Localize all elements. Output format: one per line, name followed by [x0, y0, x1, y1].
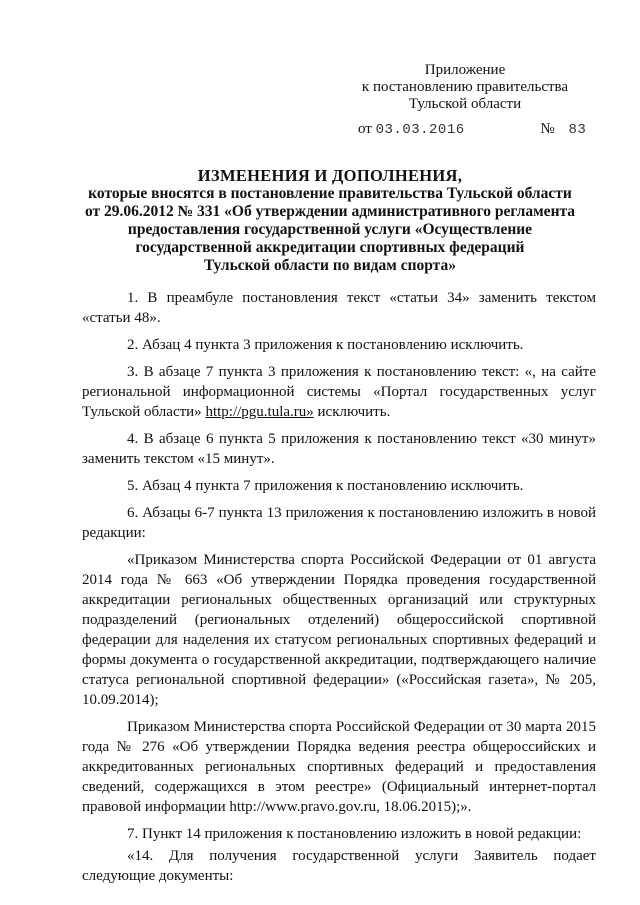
title-line-4: предоставления государственной услуги «Осуществление	[127, 221, 533, 238]
title-line-6: Тульской области по видам спорта»	[203, 257, 456, 274]
title-line-5: государственной аккредитации спортивных федераций	[135, 239, 525, 256]
paragraph-6: 6. Абзацы 6-7 пункта 13 приложения к постановлению изложить в новой редакции:	[82, 505, 596, 541]
paragraph-3	[82, 362, 596, 422]
number-label: №	[540, 121, 555, 137]
appendix-block	[350, 62, 580, 113]
paragraph-3-tail: исключить.	[313, 404, 391, 420]
title-line-1: ИЗМЕНЕНИЯ И ДОПОЛНЕНИЯ,	[197, 166, 463, 185]
paragraph-1: 1. В преамбуле постановления текст «статьи 34» заменить текстом «статьи 48».	[82, 290, 596, 326]
date-number-line	[358, 120, 598, 139]
paragraph-7-quote: «14. Для получения государственной услуги Заявитель подает следующие документы:	[82, 848, 596, 884]
appendix-line-1: Приложение	[424, 62, 506, 78]
paragraph-5: 5. Абзац 4 пункта 7 приложения к постановлению исключить.	[127, 478, 524, 494]
title-line-2: которые вносятся в постановление правительства Тульской области	[88, 185, 572, 202]
document-body	[82, 288, 596, 893]
paragraph-3-text: 3. В абзаце 7 пункта 3 приложения к постановлению текст: «, на сайте региональной информационной системы «Портал государственных услуг Тульской области»	[82, 364, 596, 420]
date-value: 03.03.2016	[375, 122, 465, 138]
title-line-3: от 29.06.2012 № 331 «Об утверждении административного регламента	[84, 203, 576, 220]
date-prefix: от	[358, 121, 372, 137]
paragraph-4: 4. В абзаце 6 пункта 5 приложения к постановлению текст «30 минут» заменить текстом «15 минут».	[82, 431, 596, 467]
paragraph-6-quote-2: Приказом Министерства спорта Российской Федерации от 30 марта 2015 года № 276 «Об утверждении Порядка ведения реестра общероссийских и аккредитованных региональных спортивных федераций и предоставления сведений, содержащихся в этом реестре» (Официальный интернет-портал правовой информации http://www.pravo.gov.ru, 18.06.2015);».	[82, 719, 596, 815]
paragraph-6-quote-1: «Приказом Министерства спорта Российской Федерации от 01 августа 2014 года № 663 «Об утверждении Порядка проведения государственной аккредитации региональных общественных организаций или структурных подразделений (региональных отделений) общероссийской спортивной федерации для наделения их статусом региональных спортивных федераций и формы документа о государственной аккредитации, подтверждающего наличие статуса региональной спортивной федерации» («Российская газета», № 205, 10.09.2014);	[82, 552, 596, 708]
appendix-line-2: к постановлению правительства	[361, 79, 569, 95]
document-title	[60, 167, 600, 275]
pgu-link[interactable]: http://pgu.tula.ru»	[205, 404, 314, 420]
number-value: 83	[568, 122, 587, 138]
paragraph-7: 7. Пункт 14 приложения к постановлению изложить в новой редакции:	[127, 826, 582, 842]
appendix-line-3: Тульской области	[408, 96, 522, 112]
paragraph-2: 2. Абзац 4 пункта 3 приложения к постановлению исключить.	[127, 337, 524, 353]
